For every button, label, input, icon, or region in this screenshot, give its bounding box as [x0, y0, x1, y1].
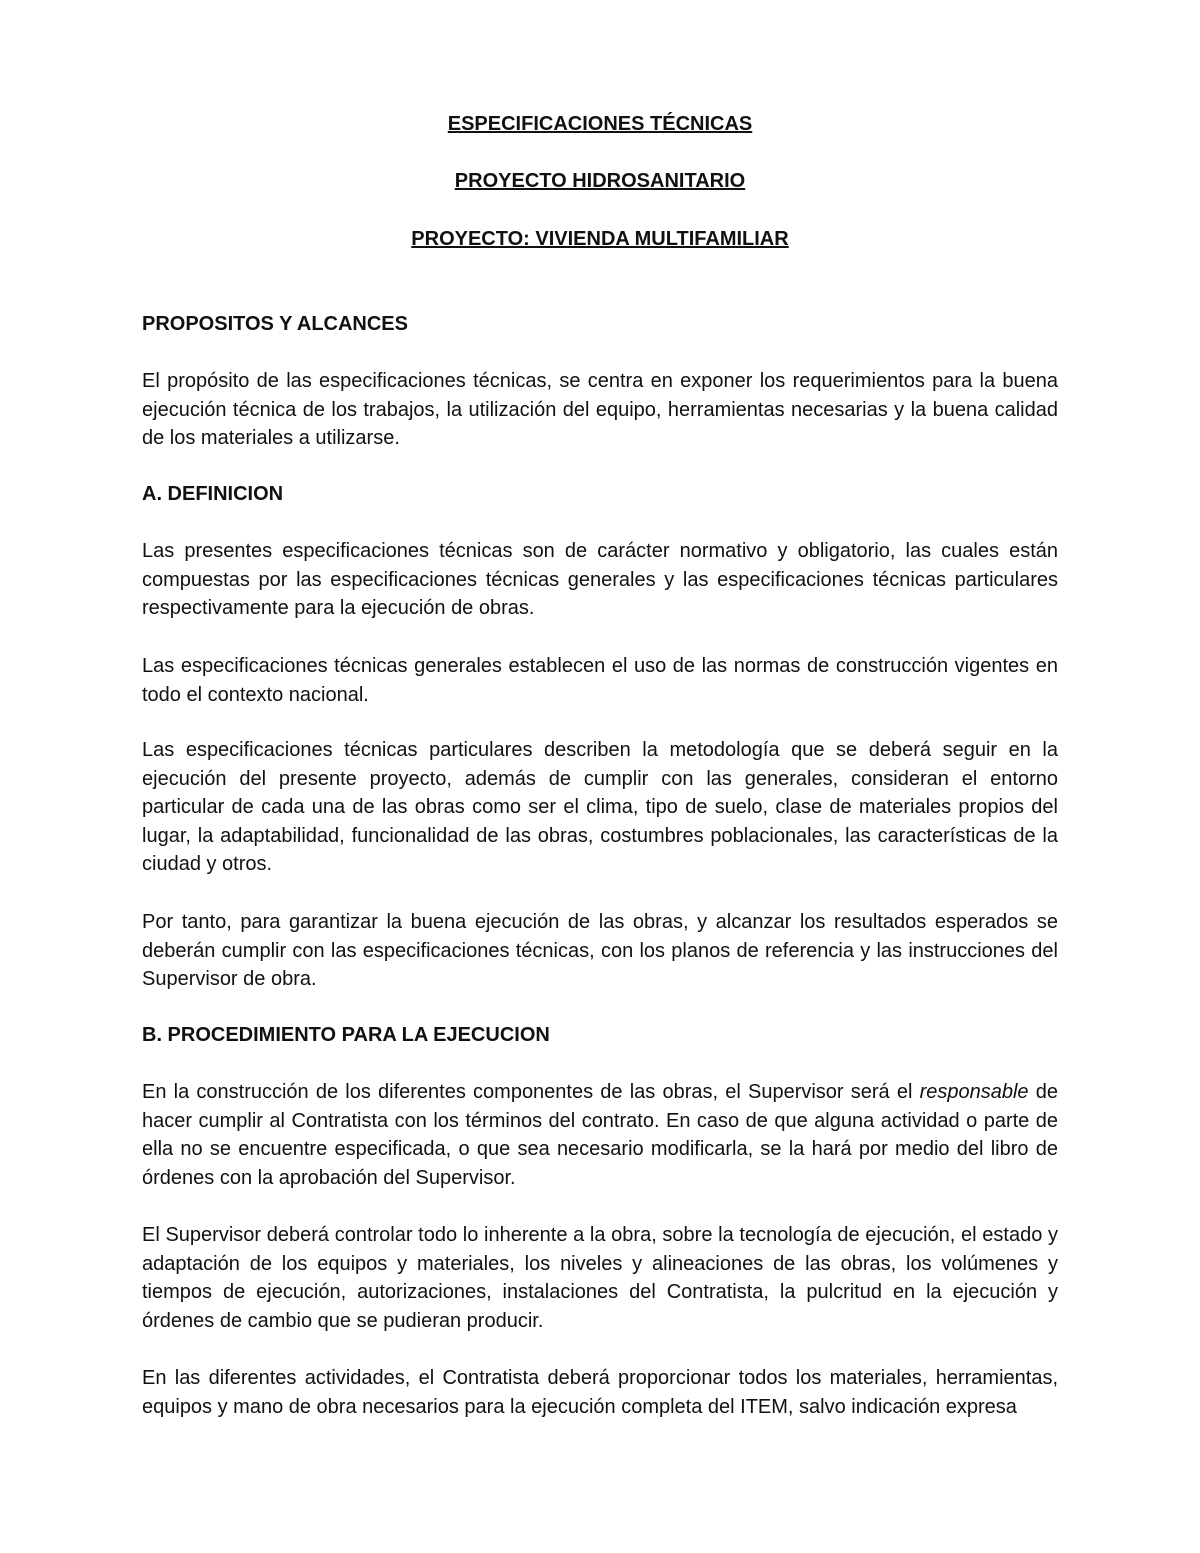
emphasis-responsable: responsable	[919, 1081, 1029, 1103]
paragraph-definicion-4: Por tanto, para garantizar la buena ejecución de las obras, y alcanzar los resultados esperados se deberán cumplir con las especificaciones técnicas, con los planos de referencia y las instrucciones del Supervisor de obra.	[142, 911, 1058, 990]
paragraph-procedimiento-1	[142, 1078, 1058, 1192]
paragraph-text: de hacer cumplir al Contratista con los términos del contrato. En caso de que alguna actividad o parte de ella no se encuentre especificada, o que sea necesario modificarla, se la hará por medio del libro de órdenes con la aprobación del Supervisor.	[142, 1081, 1058, 1189]
project-title: PROYECTO: VIVIENDA MULTIFAMILIAR	[411, 228, 789, 250]
paragraph-procedimiento-2: El Supervisor deberá controlar todo lo inherente a la obra, sobre la tecnología de ejecución, el estado y adaptación de los equipos y materiales, los niveles y alineaciones de las obras, los volúmenes y tiempos de ejecución, autorizaciones, instalaciones del Contratista, la pulcritud en la ejecución y órdenes de cambio que se pudieran producir.	[142, 1224, 1058, 1332]
paragraph-definicion-2: Las especificaciones técnicas generales establecen el uso de las normas de construcción vigentes en todo el contexto nacional.	[142, 655, 1058, 706]
section-heading-propositos: PROPOSITOS Y ALCANCES	[142, 313, 408, 335]
document-title: ESPECIFICACIONES TÉCNICAS	[447, 113, 753, 135]
section-heading-procedimiento: B. PROCEDIMIENTO PARA LA EJECUCION	[142, 1024, 550, 1046]
paragraph-procedimiento-3: En las diferentes actividades, el Contratista deberá proporcionar todos los materiales, herramientas, equipos y mano de obra necesarios para la ejecución completa del ITEM, salvo indicación expresa	[142, 1367, 1058, 1418]
section-heading-definicion: A. DEFINICION	[142, 483, 284, 505]
paragraph-definicion-1: Las presentes especificaciones técnicas son de carácter normativo y obligatorio, las cuales están compuestas por las especificaciones técnicas generales y las especificaciones técnicas particulares respectivamente para la ejecución de obras.	[142, 540, 1058, 619]
paragraph-definicion-3: Las especificaciones técnicas particulares describen la metodología que se deberá seguir en la ejecución del presente proyecto, además de cumplir con las generales, consideran el entorno particular de cada una de las obras como ser el clima, tipo de suelo, clase de materiales propios del lugar, la adaptabilidad, funcionalidad de las obras, costumbres poblacionales, las características de la ciudad y otros.	[142, 739, 1058, 875]
paragraph-propositos: El propósito de las especificaciones técnicas, se centra en exponer los requerimientos para la buena ejecución técnica de los trabajos, la utilización del equipo, herramientas necesarias y la buena calidad de los materiales a utilizarse.	[142, 370, 1058, 449]
paragraph-text: En la construcción de los diferentes componentes de las obras, el Supervisor será el	[142, 1081, 920, 1103]
document-subtitle: PROYECTO HIDROSANITARIO	[454, 170, 746, 192]
